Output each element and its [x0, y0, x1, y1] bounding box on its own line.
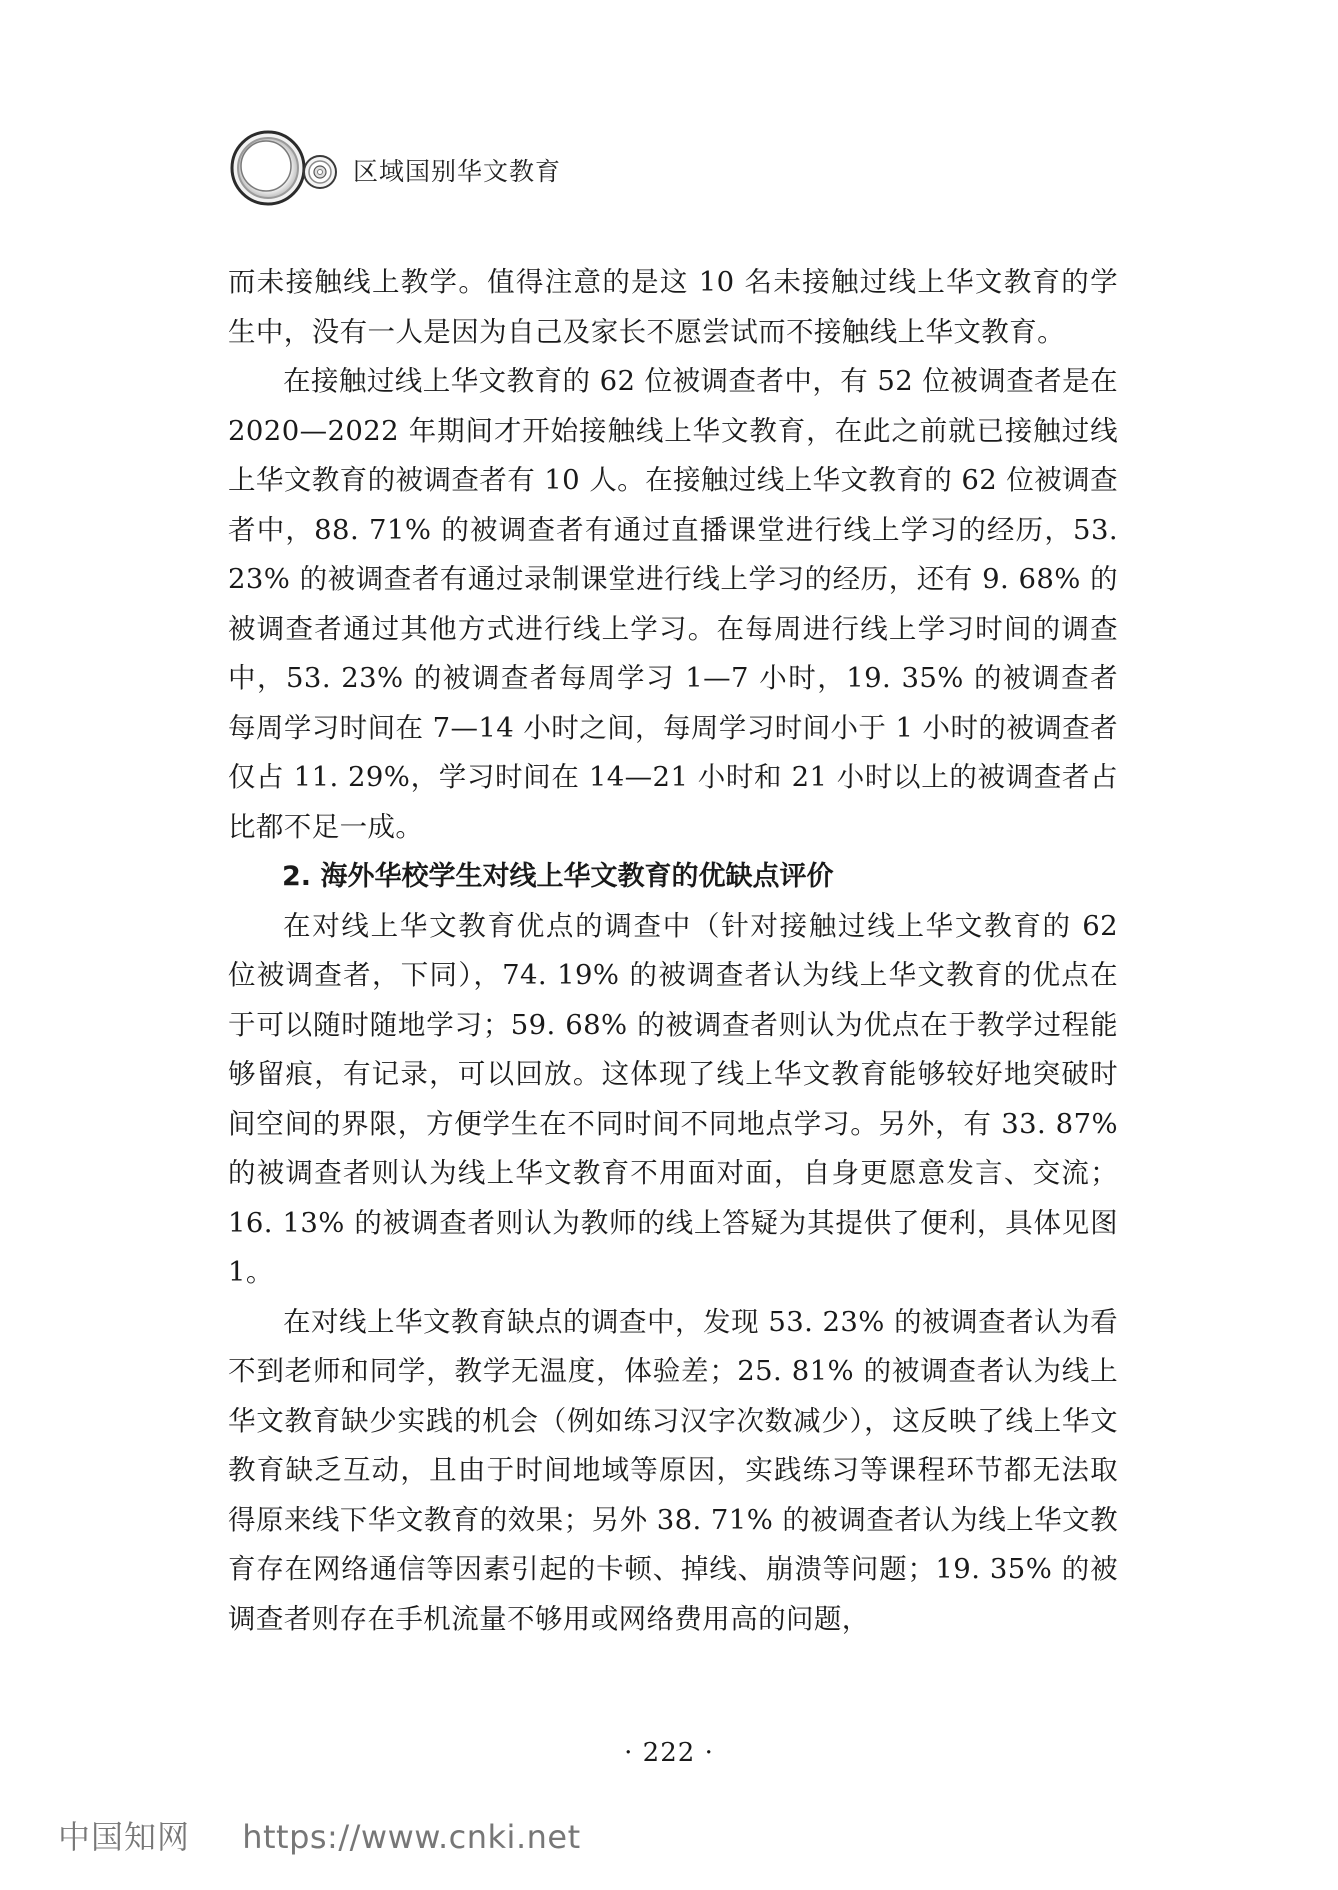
- running-header: [228, 128, 728, 208]
- body-text: [228, 258, 1118, 1644]
- watermark-url: https://www.cnki.net: [242, 1818, 581, 1856]
- paragraph: 在接触过线上华文教育的 62 位被调查者中，有 52 位被调查者是在 2020—2022 年期间才开始接触线上华文教育，在此之前就已接触过线上华文教育的被调查者有 10 人。在接触过线上华文教育的 62 位被调查者中，88. 71% 的被调查者有通过直播课堂进行线上学习的经历，53. 23% 的被调查者有通过录制课堂进行线上学习的经历，还有 9. 68% 的被调查者通过其他方式进行线上学习。在每周进行线上学习时间的调查中，53. 23% 的被调查者每周学习 1—7 小时，19. 35% 的被调查者每周学习时间在 7—14 小时之间，每周学习时间小于 1 小时的被调查者仅占 11. 29%，学习时间在 14—21 小时和 21 小时以上的被调查者占比都不足一成。: [228, 365, 1118, 843]
- header-title: 区域国别华文教育: [353, 157, 562, 186]
- rings-logo-icon: [228, 128, 358, 208]
- watermark-brand: 中国知网: [58, 1818, 191, 1856]
- paragraph: 而未接触线上教学。值得注意的是这 10 名未接触过线上华文教育的学生中，没有一人是因为自己及家长不愿尝试而不接触线上华文教育。: [228, 266, 1118, 348]
- paragraph: 在对线上华文教育优点的调查中（针对接触过线上华文教育的 62 位被调查者，下同），74. 19% 的被调查者认为线上华文教育的优点在于可以随时随地学习；59. 68% 的被调查者则认为优点在于教学过程能够留痕，有记录，可以回放。这体现了线上华文教育能够较好地突破时间空间的界限，方便学生在不同时间不同地点学习。另外，有 33. 87% 的被调查者则认为线上华文教育不用面对面，自身更愿意发言、交流；16. 13% 的被调查者则认为教师的线上答疑为其提供了便利，具体见图 1。: [228, 909, 1118, 1288]
- page-number: · 222 ·: [624, 1738, 714, 1768]
- watermark: [58, 1812, 581, 1858]
- section-heading: 2. 海外华校学生对线上华文教育的优缺点评价: [282, 861, 834, 892]
- paragraph: 在对线上华文教育缺点的调查中，发现 53. 23% 的被调查者认为看不到老师和同学，教学无温度，体验差；25. 81% 的被调查者认为线上华文教育缺少实践的机会（例如练习汉字次数减少），这反映了线上华文教育缺乏互动，且由于时间地域等原因，实践练习等课程环节都无法取得原来线下华文教育的效果；另外 38. 71% 的被调查者认为线上华文教育存在网络通信等因素引起的卡顿、掉线、崩溃等问题；19. 35% 的被调查者则存在手机流量不够用或网络费用高的问题，: [228, 1305, 1118, 1635]
